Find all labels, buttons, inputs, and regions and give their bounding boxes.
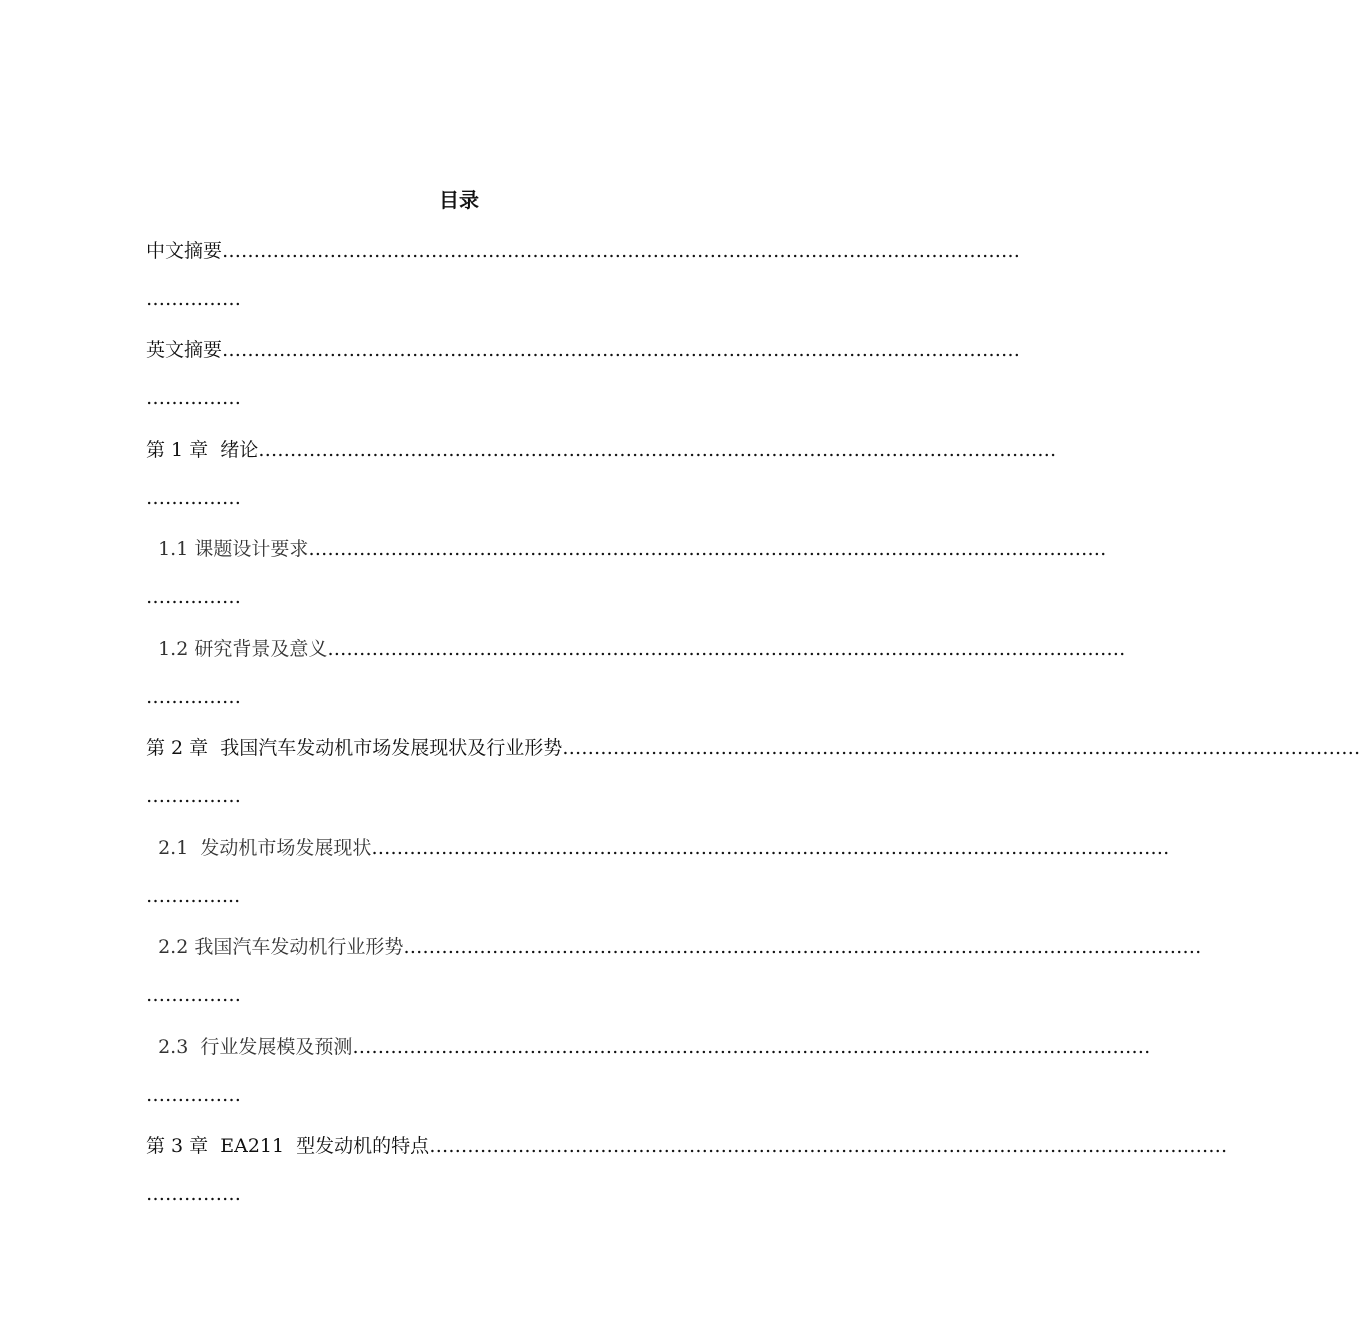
toc-entry-continuation: …………… xyxy=(146,1084,241,1106)
toc-leader-dots: ……………………………………………………………………………………………………………… xyxy=(371,837,1170,859)
toc-entry-label: 英文摘要 xyxy=(146,339,223,361)
toc-entry-continuation: …………… xyxy=(146,984,241,1006)
toc-entry-continuation: …………… xyxy=(146,586,241,608)
toc-entry-label: 2.3 行业发展模及预测 xyxy=(146,1036,353,1058)
toc-entry-section-2-3[interactable] xyxy=(146,1033,1151,1061)
toc-leader-dots: ……………………………………………………………………………………………………………… xyxy=(222,240,1021,262)
toc-title: 目录 xyxy=(439,188,479,212)
toc-entry-label: 中文摘要 xyxy=(146,240,223,262)
toc-leader-dots: ……………………………………………………………………………………………………………… xyxy=(327,638,1126,660)
toc-entry-label: 2.2 我国汽车发动机行业形势 xyxy=(146,936,404,958)
toc-entry-label: 第 2 章 我国汽车发动机市场发展现状及行业形势 xyxy=(146,737,563,759)
toc-leader-dots: ……………………………………………………………………………………………………………… xyxy=(352,1036,1151,1058)
toc-entry-section-2-2[interactable] xyxy=(146,933,1202,961)
toc-entry-continuation: …………… xyxy=(146,487,241,509)
toc-entry-label: 2.1 发动机市场发展现状 xyxy=(146,837,372,859)
toc-entry-en-abstract[interactable] xyxy=(146,336,1021,364)
toc-leader-dots: ……………………………………………………………………………………………………………… xyxy=(258,439,1057,461)
toc-leader-dots: ……………………………………………………………………………………………………………… xyxy=(429,1135,1228,1157)
toc-leader-dots: ……………………………………………………………………………………………………………… xyxy=(222,339,1021,361)
toc-entry-continuation: …………… xyxy=(146,785,241,807)
toc-entry-chapter-1[interactable] xyxy=(146,436,1057,464)
toc-leader-dots: ……………………………………………………………………………………………………………… xyxy=(308,538,1107,560)
toc-leader-dots: ……………………………………………………………………………………………………………… xyxy=(403,936,1202,958)
toc-entry-continuation: …………... xyxy=(146,885,241,907)
toc-entry-section-1-2[interactable] xyxy=(146,635,1126,663)
toc-entry-chapter-2[interactable] xyxy=(146,734,1360,762)
toc-entry-label: 1.1 课题设计要求 xyxy=(146,538,309,560)
toc-entry-continuation: …………… xyxy=(146,686,241,708)
toc-entry-chapter-3[interactable] xyxy=(146,1132,1228,1160)
toc-entry-continuation: …………… xyxy=(146,387,241,409)
toc-entry-label: 第 3 章 EA211 型发动机的特点 xyxy=(146,1135,430,1157)
toc-leader-dots: ……………………………………………………………………………………………………………… xyxy=(562,737,1360,759)
toc-entry-section-1-1[interactable] xyxy=(146,535,1107,563)
toc-entry-label: 第 1 章 绪论 xyxy=(146,439,259,461)
toc-entry-continuation: …………… xyxy=(146,1183,241,1205)
toc-entry-zh-abstract[interactable] xyxy=(146,237,1021,265)
toc-entry-section-2-1[interactable] xyxy=(146,834,1170,862)
toc-entry-label: 1.2 研究背景及意义 xyxy=(146,638,328,660)
toc-entry-continuation: …………… xyxy=(146,288,241,310)
